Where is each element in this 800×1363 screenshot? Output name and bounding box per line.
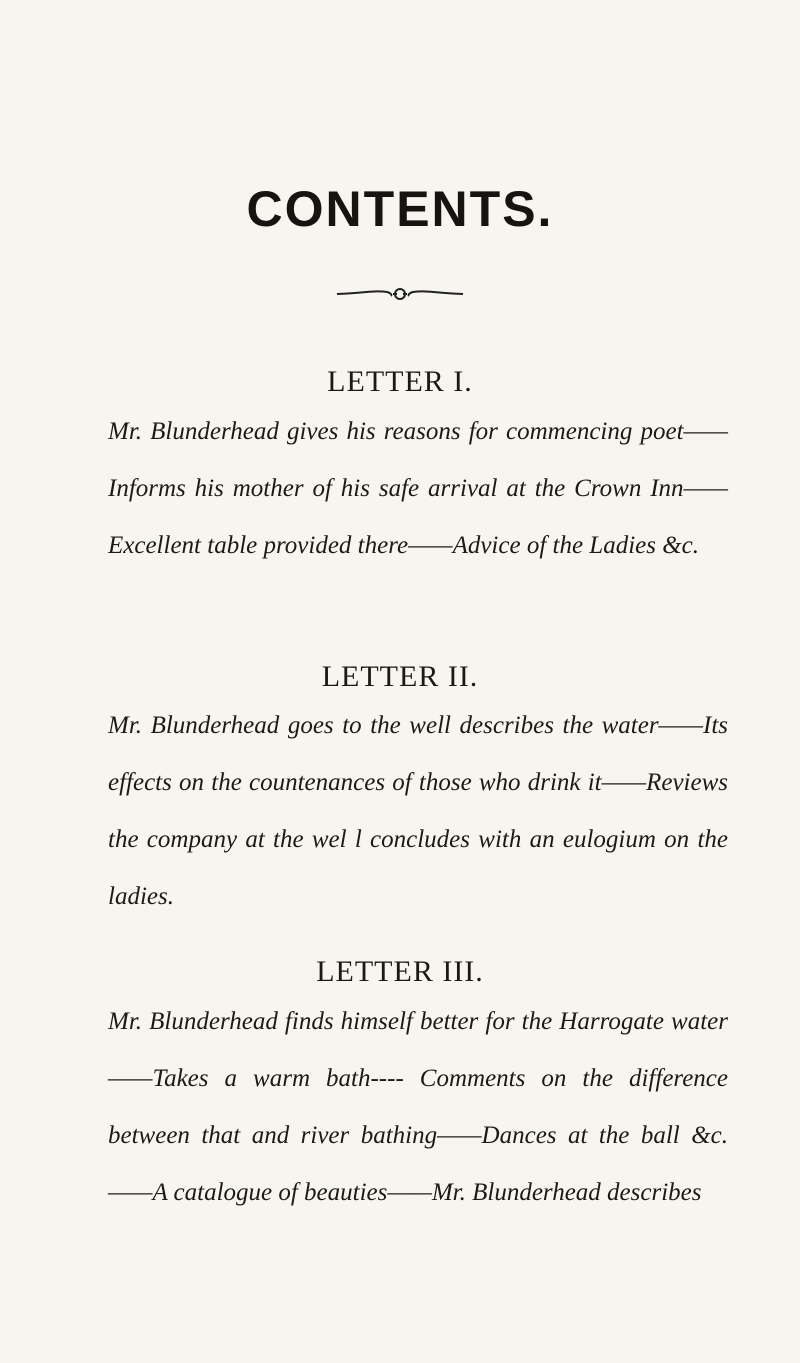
letter-1-summary: Mr. Blunderhead gives his reasons for commencing poet——Informs his mother of his safe arrival at the Crown Inn——Excellent table provided there——Advice of the Ladies &c.: [108, 418, 728, 559]
letter-2-summary: Mr. Blunderhead goes to the well describes the water——Its effects on the countenances of those who drink it——Reviews the company at the wel l concludes with an eulogium on the ladies.: [108, 712, 728, 910]
letter-2-heading: LETTER II.: [321, 660, 479, 693]
letter-3-summary: Mr. Blunderhead finds himself better for the Harrogate water——Takes a warm bath---- Comments on the difference between that and river bathing——Dances at the ball &c.——A catalogue of beauties——Mr. Blunderhead describes: [108, 1008, 728, 1206]
letter-1-heading: LETTER I.: [327, 365, 473, 398]
letter-3-heading: LETTER III.: [316, 955, 484, 988]
page-title: CONTENTS.: [246, 181, 554, 237]
scroll-ornament: [335, 284, 465, 304]
